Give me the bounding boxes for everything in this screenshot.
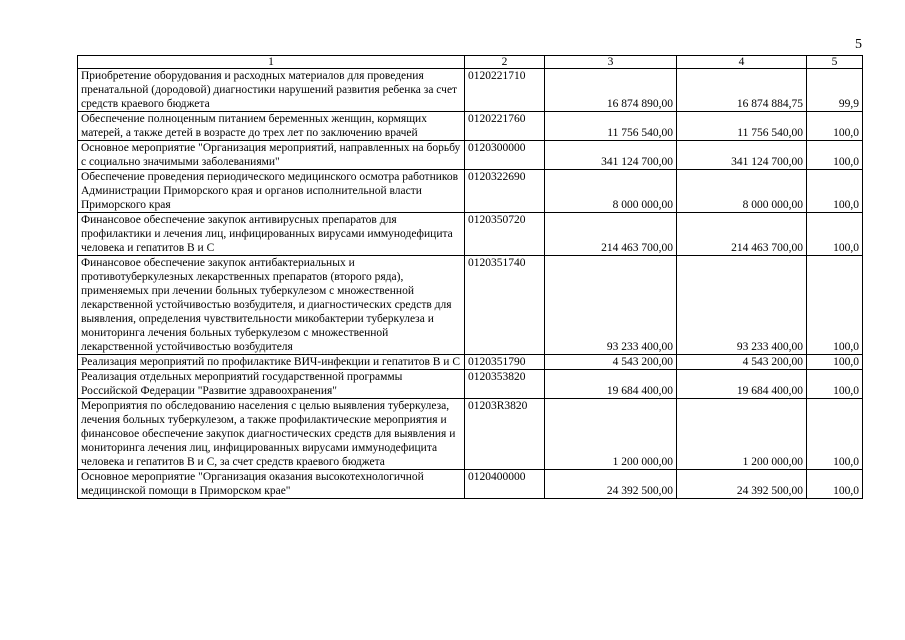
table-row (78, 141, 863, 170)
header-cell-2: 2 (465, 56, 545, 69)
header-cell-4: 4 (677, 56, 807, 69)
name-cell: Мероприятия по обследованию населения с целью выявления туберкулеза, лечения больных туберкулезом, а также профилактические мероприятия и финансовое обеспечение закупок диагностических средств для выявления и мониторинга лечения лиц, инфицированных вирусами иммунодефицита человека и гепатитов В и С, за счет средств краевого бюджета (78, 399, 465, 470)
table-row (78, 470, 863, 499)
fact-cell: 4 543 200,00 (677, 355, 807, 370)
table-body (78, 56, 863, 499)
table-row (78, 355, 863, 370)
percent-cell: 100,0 (807, 112, 863, 141)
budget-table (77, 55, 863, 499)
code-cell: 0120350720 (465, 213, 545, 256)
percent-cell: 100,0 (807, 370, 863, 399)
table-row (78, 370, 863, 399)
name-cell: Финансовое обеспечение закупок антивирусных препаратов для профилактики и лечения лиц, инфицированных вирусами иммунодефицита человека и гепатитов В и С (78, 213, 465, 256)
code-cell: 0120221710 (465, 69, 545, 112)
table-row (78, 399, 863, 470)
name-cell: Основное мероприятие "Организация оказания высокотехнологичной медицинской помощи в Приморском крае" (78, 470, 465, 499)
table-row (78, 213, 863, 256)
name-cell: Реализация отдельных мероприятий государственной программы Российской Федерации "Развитие здравоохранения" (78, 370, 465, 399)
name-cell: Основное мероприятие "Организация мероприятий, направленных на борьбу с социально значимыми заболеваниями" (78, 141, 465, 170)
fact-cell: 214 463 700,00 (677, 213, 807, 256)
plan-cell: 4 543 200,00 (545, 355, 677, 370)
percent-cell: 100,0 (807, 213, 863, 256)
code-cell: 0120322690 (465, 170, 545, 213)
fact-cell: 1 200 000,00 (677, 399, 807, 470)
table-row (78, 69, 863, 112)
plan-cell: 11 756 540,00 (545, 112, 677, 141)
table-row (78, 170, 863, 213)
percent-cell: 99,9 (807, 69, 863, 112)
header-cell-3: 3 (545, 56, 677, 69)
fact-cell: 16 874 884,75 (677, 69, 807, 112)
table-row (78, 256, 863, 355)
fact-cell: 24 392 500,00 (677, 470, 807, 499)
name-cell: Обеспечение полноценным питанием беременных женщин, кормящих матерей, а также детей в возрасте до трех лет по заключению врачей (78, 112, 465, 141)
name-cell: Реализация мероприятий по профилактике ВИЧ-инфекции и гепатитов В и С (78, 355, 465, 370)
name-cell: Финансовое обеспечение закупок антибактериальных и противотуберкулезных лекарственных препаратов (второго ряда), применяемых при лечении больных туберкулезом с множественной лекарственной устойчивостью возбудителя, и диагностических средств для выявления, определения чувствительности микобактерии туберкулеза и мониторинга лечения больных туберкулезом с множественной лекарственной устойчивостью возбудителя (78, 256, 465, 355)
percent-cell: 100,0 (807, 355, 863, 370)
code-cell: 0120353820 (465, 370, 545, 399)
name-cell: Обеспечение проведения периодического медицинского осмотра работников Администрации Приморского края и органов исполнительной власти Приморского края (78, 170, 465, 213)
name-cell: Приобретение оборудования и расходных материалов для проведения пренатальной (дородовой) диагностики нарушений развития ребенка за счет средств краевого бюджета (78, 69, 465, 112)
code-cell: 0120351740 (465, 256, 545, 355)
plan-cell: 8 000 000,00 (545, 170, 677, 213)
code-cell: 0120351790 (465, 355, 545, 370)
fact-cell: 8 000 000,00 (677, 170, 807, 213)
fact-cell: 341 124 700,00 (677, 141, 807, 170)
percent-cell: 100,0 (807, 170, 863, 213)
header-cell-5: 5 (807, 56, 863, 69)
code-cell: 0120400000 (465, 470, 545, 499)
fact-cell: 11 756 540,00 (677, 112, 807, 141)
page-number: 5 (855, 37, 862, 52)
code-cell: 01203R3820 (465, 399, 545, 470)
code-cell: 0120221760 (465, 112, 545, 141)
plan-cell: 214 463 700,00 (545, 213, 677, 256)
percent-cell: 100,0 (807, 470, 863, 499)
code-cell: 0120300000 (465, 141, 545, 170)
table-row (78, 112, 863, 141)
plan-cell: 341 124 700,00 (545, 141, 677, 170)
percent-cell: 100,0 (807, 141, 863, 170)
plan-cell: 16 874 890,00 (545, 69, 677, 112)
plan-cell: 1 200 000,00 (545, 399, 677, 470)
plan-cell: 24 392 500,00 (545, 470, 677, 499)
fact-cell: 19 684 400,00 (677, 370, 807, 399)
plan-cell: 93 233 400,00 (545, 256, 677, 355)
percent-cell: 100,0 (807, 256, 863, 355)
fact-cell: 93 233 400,00 (677, 256, 807, 355)
percent-cell: 100,0 (807, 399, 863, 470)
header-cell-1: 1 (78, 56, 465, 69)
header-row (78, 56, 863, 69)
plan-cell: 19 684 400,00 (545, 370, 677, 399)
